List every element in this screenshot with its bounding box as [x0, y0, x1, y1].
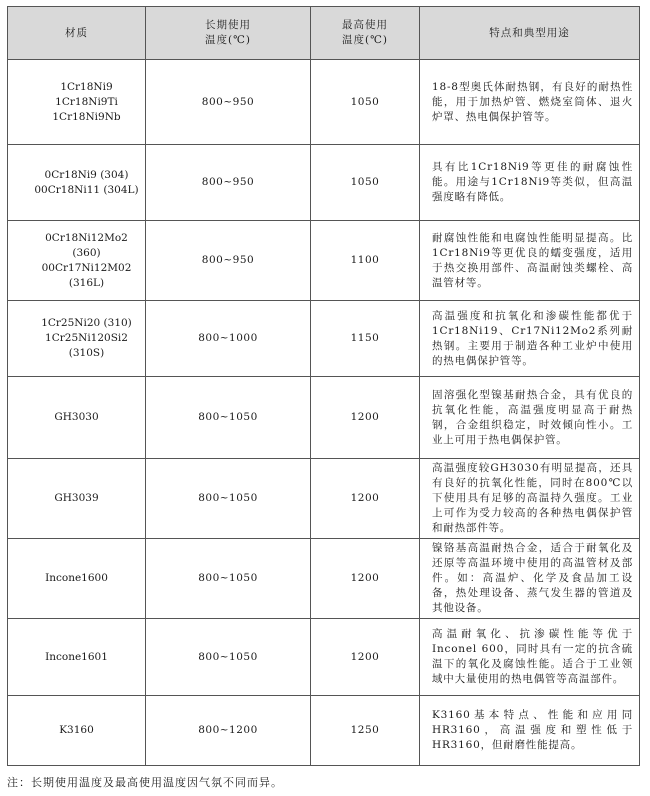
max-temp-cell: 1200	[311, 619, 420, 696]
material-name: 00Cr18Ni11 (304L)	[34, 183, 139, 196]
material-name: GH3039	[54, 492, 99, 504]
features-cell: 具有比1Cr18Ni9等更佳的耐腐蚀性能。用途与1Cr18Ni9等类似，但高温强度略有降低。	[420, 145, 640, 221]
material-name: 00Cr17Ni12M02	[41, 261, 132, 274]
long-term-temp-cell: 800~1000	[146, 301, 311, 377]
max-temp-cell: 1150	[311, 301, 420, 377]
material-name: 1Cr25Ni120Si2	[45, 332, 128, 344]
material-name: (360)	[72, 246, 101, 259]
long-term-temp-cell: 800~1050	[146, 459, 311, 539]
material-cell	[8, 377, 146, 459]
max-temp-cell: 1100	[311, 221, 420, 301]
features-cell: 耐腐蚀性能和电腐蚀性能明显提高。比1Cr18Ni9等更优良的蠕变强度，适用于热交换用部件、高温耐蚀类螺栓、高温管材等。	[420, 221, 640, 301]
table-row	[8, 60, 640, 145]
material-name: (310S)	[68, 347, 105, 359]
table-row	[8, 696, 640, 766]
features-cell: 高温耐氧化、抗渗碳性能等优于Inconel 600，同时具有一定的抗含硫温下的氧化及腐蚀性能。适合于工业领域中大量使用的热电偶管等高温部件。	[420, 619, 640, 696]
material-name: 1Cr18Ni9Ti	[55, 95, 118, 108]
material-name: 1Cr18Ni9	[60, 80, 113, 93]
material-name: GH3030	[54, 411, 99, 423]
header-max-temp: 最高使用 温度(℃)	[311, 7, 420, 60]
material-name: (316L)	[68, 276, 105, 289]
material-spec-table	[7, 6, 640, 766]
table-row	[8, 619, 640, 696]
features-cell: K3160基本特点、性能和应用同HR3160，高温强度和塑性低于HR3160，但耐磨性能提高。	[420, 696, 640, 766]
long-term-temp-cell: 800~1050	[146, 619, 311, 696]
table-row	[8, 221, 640, 301]
features-cell: 高温强度和抗氧化和渗碳性能都优于1Cr18Ni19、Cr17Ni12Mo2系列耐热钢。主要用于制造各种工业炉中使用的热电偶保护管等。	[420, 301, 640, 377]
material-cell	[8, 696, 146, 766]
long-term-temp-cell: 800~950	[146, 221, 311, 301]
material-name: K3160	[59, 724, 94, 736]
material-cell	[8, 221, 146, 301]
table-header-row	[8, 7, 640, 60]
features-cell: 高温强度较GH3030有明显提高，还具有良好的抗氧化性能，同时在800℃以下使用具有足够的高温持久强度。工业上可作为受力较高的各种热电偶保护管和耐热部件等。	[420, 459, 640, 539]
table-row	[8, 145, 640, 221]
long-term-temp-cell: 800~1050	[146, 377, 311, 459]
table-row	[8, 459, 640, 539]
features-cell: 18-8型奥氏体耐热钢，有良好的耐热性能，用于加热炉管、燃烧室筒体、退火炉罩、热电偶保护管等。	[420, 60, 640, 145]
header-long-term-temp: 长期使用 温度(℃)	[146, 7, 311, 60]
long-term-temp-cell: 800~950	[146, 145, 311, 221]
max-temp-cell: 1050	[311, 60, 420, 145]
table-row	[8, 539, 640, 619]
material-cell	[8, 301, 146, 377]
material-name: 1Cr18Ni9Nb	[52, 110, 121, 123]
table-row	[8, 377, 640, 459]
material-cell	[8, 60, 146, 145]
table-row	[8, 301, 640, 377]
material-name: Incone1601	[45, 650, 108, 663]
max-temp-cell: 1050	[311, 145, 420, 221]
long-term-temp-cell: 800~1200	[146, 696, 311, 766]
material-cell	[8, 539, 146, 619]
material-name: Incone1600	[45, 572, 108, 584]
features-cell: 固溶强化型镍基耐热合金，具有优良的抗氧化性能，高温强度明显高于耐热钢，合金组织稳定，时效倾向性小。工业上可用于热电偶保护管。	[420, 377, 640, 459]
material-name: 1Cr25Ni20 (310)	[41, 317, 132, 329]
material-name: 0Cr18Ni9 (304)	[44, 168, 129, 181]
footnote: 注：长期使用温度及最高使用温度因气氛不同而异。	[7, 776, 283, 789]
header-features: 特点和典型用途	[420, 7, 640, 60]
material-name: 0Cr18Ni12Mo2	[45, 231, 128, 244]
header-material: 材质	[8, 7, 146, 60]
long-term-temp-cell: 800~1050	[146, 539, 311, 619]
max-temp-cell: 1200	[311, 459, 420, 539]
material-cell	[8, 619, 146, 696]
material-cell	[8, 145, 146, 221]
table-body	[8, 60, 640, 766]
max-temp-cell: 1250	[311, 696, 420, 766]
long-term-temp-cell: 800~950	[146, 60, 311, 145]
material-cell	[8, 459, 146, 539]
max-temp-cell: 1200	[311, 539, 420, 619]
max-temp-cell: 1200	[311, 377, 420, 459]
features-cell: 镍铬基高温耐热合金，适合于耐氧化及还原等高温环境中使用的高温管材及部件。如：高温炉、化学及食品加工设备，热处理设备、蒸气发生器的管道及其他设备。	[420, 539, 640, 619]
